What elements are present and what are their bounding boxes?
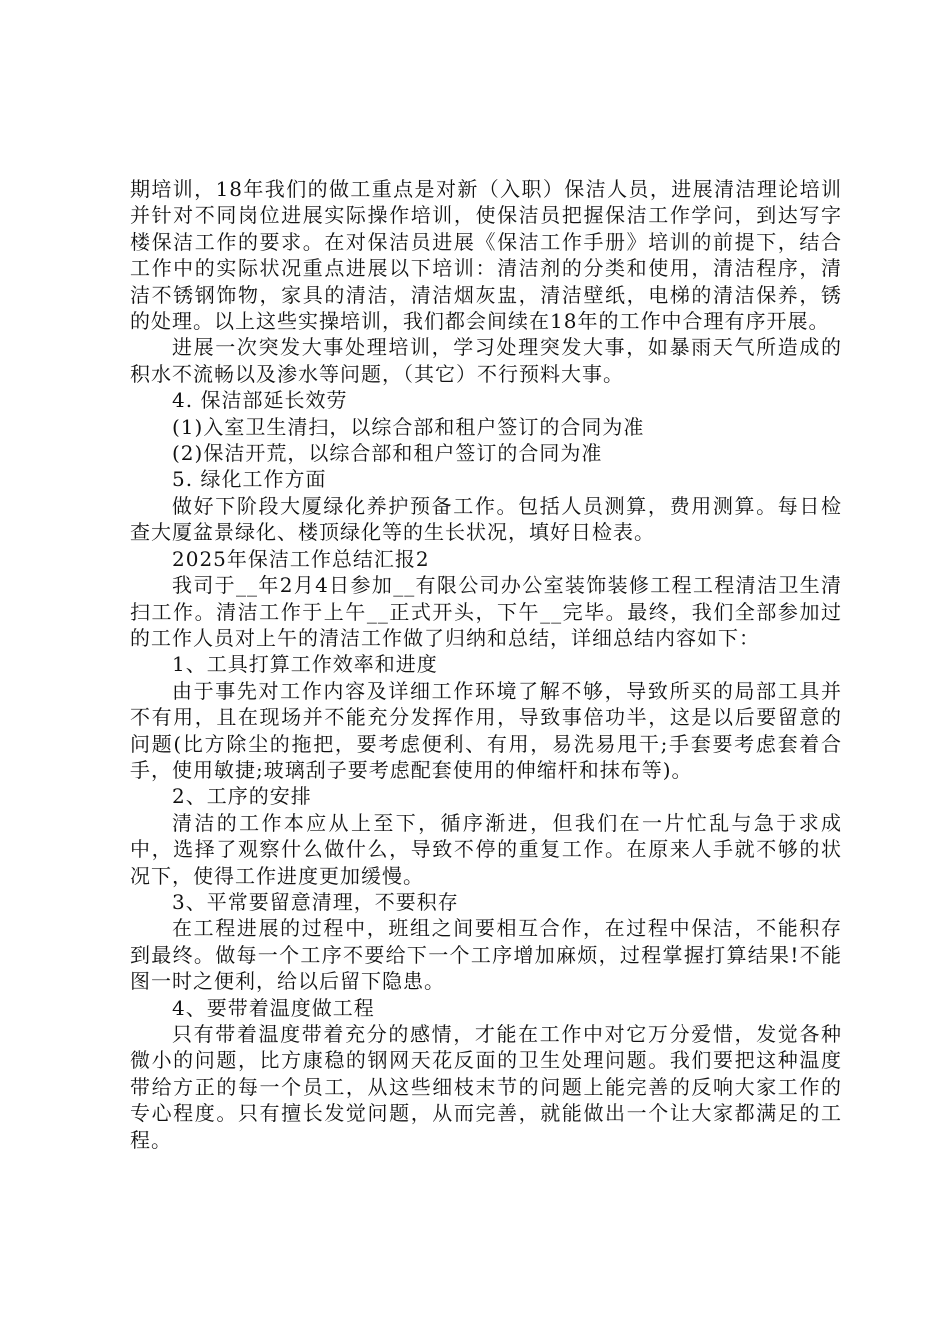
paragraph: 做好下阶段大厦绿化养护预备工作。包括人员测算，费用测算。每日检查大厦盆景绿化、楼顶绿化等的生长状况，填好日检表。	[130, 493, 842, 545]
paragraph: 清洁的工作本应从上至下，循序渐进，但我们在一片忙乱与急于求成中，选择了观察什么做什么，导致不停的重复工作。在原来人手就不够的状况下，使得工作进度更加缓慢。	[130, 810, 842, 888]
list-item: (2)保洁开荒，以综合部和租户签订的合同为准	[172, 441, 603, 466]
section-heading: 4. 保洁部延长效劳	[172, 388, 348, 413]
paragraph: 进展一次突发大事处理培训，学习处理突发大事，如暴雨天气所造成的积水不流畅以及渗水等问题，（其它）不行预料大事。	[130, 335, 842, 386]
section-heading: 3、平常要留意清理，不要积存	[172, 889, 459, 914]
document-body	[130, 176, 842, 1153]
paragraph: 期培训，18年我们的做工重点是对新（入职）保洁人员，进展清洁理论培训并针对不同岗位进展实际操作培训，使保洁员把握保洁工作学问，到达写字楼保洁工作的要求。在对保洁员进展《保洁工作手册》培训的前提下，结合工作中的实际状况重点进展以下培训：清洁剂的分类和使用，清洁程序，清洁不锈钢饰物，家具的清洁，清洁烟灰盅，清洁壁纸，电梯的清洁保养，锈的处理。以上这些实操培训，我们都会间续在18年的工作中合理有序开展。	[130, 177, 842, 334]
paragraph: 由于事先对工作内容及详细工作环境了解不够，导致所买的局部工具并不有用，且在现场并不能充分发挥作用，导致事倍功半，这是以后要留意的问题(比方除尘的拖把，要考虑便利、有用，易洗易甩干;手套要考虑套着合手，使用敏捷;玻璃刮子要考虑配套使用的伸缩杆和抹布等)。	[130, 678, 842, 782]
list-item: (1)入室卫生清扫，以综合部和租户签订的合同为准	[172, 414, 645, 439]
section-heading: 2、工序的安排	[172, 784, 312, 809]
paragraph: 只有带着温度带着充分的感情，才能在工作中对它万分爱惜，发觉各种微小的问题，比方康稳的钢网天花反面的卫生处理问题。我们要把这种温度带给方正的每一个员工，从这些细枝末节的问题上能完善的反响大家工作的专心程度。只有擅长发觉问题，从而完善，就能做出一个让大家都满足的工程。	[130, 1022, 842, 1152]
section-heading: 5. 绿化工作方面	[172, 467, 327, 492]
paragraph: 在工程进展的过程中，班组之间要相互合作，在过程中保洁，不能积存到最终。做每一个工序不要给下一个工序增加麻烦，过程掌握打算结果!不能图一时之便利，给以后留下隐患。	[130, 916, 842, 994]
section-heading: 1、工具打算工作效率和进度	[172, 652, 438, 677]
report-title: 2025年保洁工作总结汇报2	[172, 546, 430, 571]
paragraph: 我司于__年2月4日参加__有限公司办公室装饰装修工程工程清洁卫生清扫工作。清洁工作于上午__正式开头，下午__完毕。最终，我们全部参加过的工作人员对上午的清洁工作做了归纳和总结，详细总结内容如下：	[130, 573, 842, 650]
section-heading: 4、要带着温度做工程	[172, 995, 375, 1020]
